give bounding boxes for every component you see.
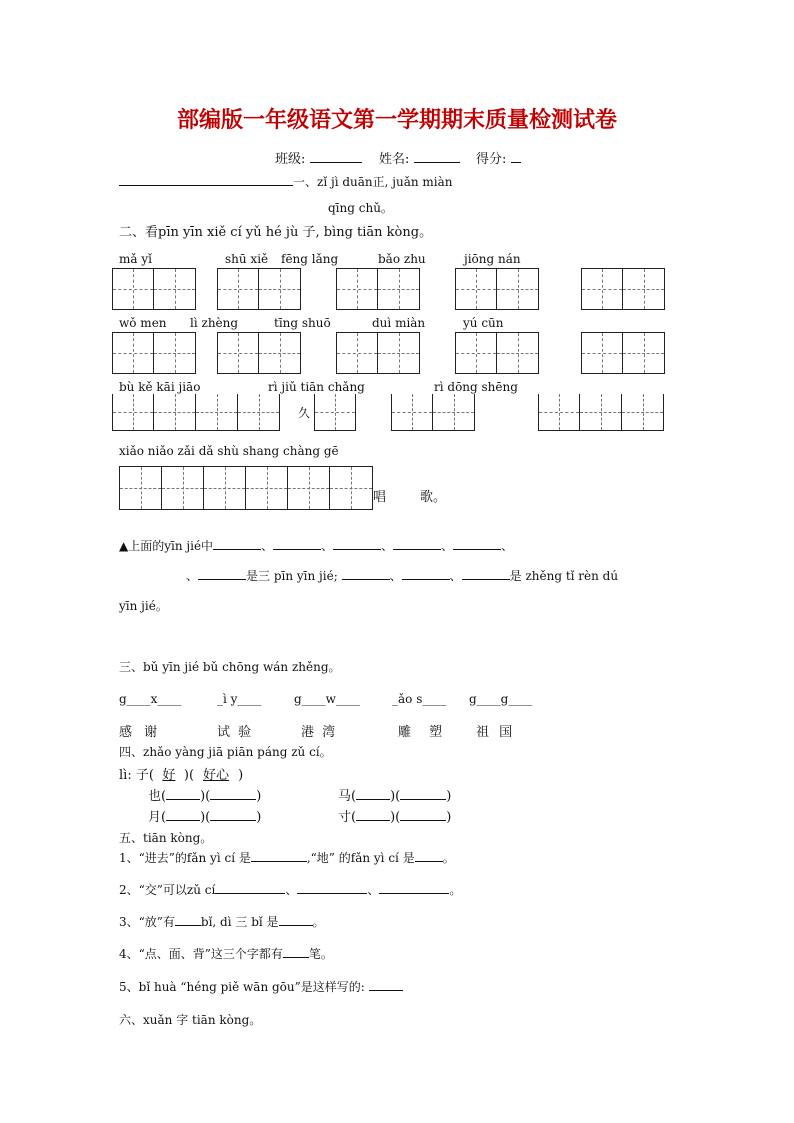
blank[interactable] xyxy=(210,808,256,821)
writing-grid[interactable] xyxy=(581,268,665,310)
fill-item[interactable]: _ì y____ xyxy=(217,692,262,706)
writing-grid[interactable] xyxy=(217,268,301,310)
name-field xyxy=(379,148,460,167)
writing-grid[interactable] xyxy=(112,394,280,431)
note-text: 是 zhěng tǐ rèn dú xyxy=(509,569,619,583)
pinyin-label: rì dōng shēng xyxy=(434,380,518,394)
blank[interactable] xyxy=(369,978,403,991)
class-blank[interactable] xyxy=(310,150,362,163)
radical-char: 寸 xyxy=(338,810,352,825)
given-character: 歌。 xyxy=(420,490,447,505)
writing-grid[interactable] xyxy=(455,332,539,374)
fill-item[interactable]: g____x____ xyxy=(119,692,182,706)
example-prefix: lì: 子 xyxy=(119,768,149,783)
example-a: 好 xyxy=(162,768,176,783)
name-blank[interactable] xyxy=(414,150,460,163)
pinyin-label: bù kě kāi jiāo xyxy=(119,380,201,394)
pinyin-label: rì jiǔ tiān chǎng xyxy=(268,380,365,394)
fill-item[interactable]: g____w____ xyxy=(294,692,360,706)
q1-text: 。 xyxy=(442,851,455,865)
section-1-line1: 一、zǐ jì duān正, juǎn miàn xyxy=(293,175,453,189)
page-title: 部编版一年级语文第一学期期末质量检测试卷 xyxy=(176,108,617,133)
q3-text: 。 xyxy=(312,915,325,929)
blank[interactable] xyxy=(342,567,390,580)
writing-grid[interactable] xyxy=(336,332,420,374)
radical-char: 马 xyxy=(338,789,352,804)
radical-char: 月 xyxy=(148,810,162,825)
writing-grid[interactable] xyxy=(581,332,665,374)
section-2-heading: 二、看pīn yīn xiě cí yǔ hé jù 子, bìng tiān kòng。 xyxy=(119,225,433,240)
pinyin-label: tīng shuō xyxy=(274,316,331,330)
syllable-note-line3: yīn jié。 xyxy=(119,599,168,613)
blank[interactable] xyxy=(166,808,200,821)
given-character: 唱 xyxy=(373,490,387,505)
question-5 xyxy=(119,978,403,995)
writing-grid[interactable] xyxy=(538,394,664,431)
pinyin-label: duì miàn xyxy=(372,316,426,330)
writing-grid[interactable] xyxy=(336,268,420,310)
blank[interactable] xyxy=(273,537,321,550)
word: 雕 塑 xyxy=(398,725,443,740)
blank[interactable] xyxy=(198,567,246,580)
q2-text: 2、“交”可以zǔ cí xyxy=(119,883,216,897)
radical-item: 月( )( ) xyxy=(148,810,262,825)
note-text: 是三 pīn yīn jié; xyxy=(246,569,338,583)
blank[interactable] xyxy=(415,849,443,862)
score-field xyxy=(476,148,521,167)
section-1-line2: qīng chǔ。 xyxy=(328,201,393,215)
section-5-heading: 五、tiān kòng。 xyxy=(119,831,213,845)
q1-text: ,“地” 的fǎn yì cí 是 xyxy=(306,851,415,865)
q1-text: 1、“进去”的fǎn yì cí 是 xyxy=(119,851,251,865)
blank[interactable] xyxy=(393,537,441,550)
fill-item[interactable]: g____g____ xyxy=(469,692,533,706)
word: 试 验 xyxy=(217,725,252,740)
word: 祖 国 xyxy=(476,725,513,740)
question-4 xyxy=(119,945,333,962)
blank[interactable] xyxy=(453,537,501,550)
q3-text: 3、“放”有 xyxy=(119,915,175,929)
blank[interactable] xyxy=(166,787,200,800)
syllable-note-line2: 、 是三 pīn yīn jié; 、 、 是 zhěng tǐ rèn dú xyxy=(186,569,619,583)
blank[interactable] xyxy=(283,945,309,958)
blank[interactable] xyxy=(215,881,285,894)
q3-text: bǐ, dì 三 bǐ 是 xyxy=(200,915,279,929)
pinyin-label: lì zhèng xyxy=(190,316,239,330)
writing-grid[interactable] xyxy=(314,394,356,431)
given-character: 久 xyxy=(298,406,311,420)
pinyin-label: fēng lǎng xyxy=(281,252,339,266)
class-field xyxy=(275,148,362,167)
radical-item: 寸( )( ) xyxy=(338,810,452,825)
q4-text: 笔。 xyxy=(308,947,333,961)
fill-item[interactable]: _ǎo s____ xyxy=(392,692,447,706)
blank[interactable] xyxy=(213,537,261,550)
score-label: 得分: xyxy=(476,152,507,167)
blank[interactable] xyxy=(356,808,390,821)
radical-char: 也 xyxy=(148,789,162,804)
question-2: 2、“交”可以zǔ cí 、 、 。 xyxy=(119,883,462,897)
pinyin-label: bǎo zhu xyxy=(378,252,426,266)
word: 港 湾 xyxy=(301,725,336,740)
blank[interactable] xyxy=(279,913,313,926)
pinyin-label: xiǎo niǎo zǎi dǎ shù shang chàng gē xyxy=(119,444,339,458)
blank[interactable] xyxy=(175,913,201,926)
writing-grid[interactable] xyxy=(112,332,196,374)
writing-grid[interactable] xyxy=(455,268,539,310)
word: 感 谢 xyxy=(119,725,158,740)
radical-item: 马( )( ) xyxy=(338,789,452,804)
blank[interactable] xyxy=(356,787,390,800)
note-text: ▲上面的yīn jié中 xyxy=(119,539,214,553)
section-1-blank[interactable] xyxy=(119,173,293,186)
score-blank[interactable] xyxy=(511,150,521,163)
writing-grid[interactable] xyxy=(112,268,196,310)
blank[interactable] xyxy=(402,567,450,580)
pinyin-label: shū xiě xyxy=(225,252,269,266)
pinyin-label: mǎ yǐ xyxy=(119,252,152,266)
blank[interactable] xyxy=(210,787,256,800)
pinyin-label: jiōng nán xyxy=(464,252,521,266)
name-label: 姓名: xyxy=(379,152,410,167)
blank[interactable] xyxy=(400,787,446,800)
example-row: lì: 子( 好 )( 好心 ) xyxy=(119,764,243,783)
pinyin-label: yú cūn xyxy=(463,316,504,330)
section-4-heading: 四、zhǎo yàng jiā piān páng zǔ cí。 xyxy=(119,745,332,759)
example-b: 好心 xyxy=(203,768,230,783)
section-6-heading: 六、xuǎn 字 tiān kòng。 xyxy=(119,1013,262,1027)
writing-grid[interactable] xyxy=(391,394,475,431)
q4-text: 4、“点、面、背”这三个字都有 xyxy=(119,947,283,961)
pinyin-label: wǒ men xyxy=(119,316,167,330)
blank[interactable] xyxy=(400,808,446,821)
question-1 xyxy=(119,849,455,866)
class-label: 班级: xyxy=(275,152,306,167)
writing-grid[interactable] xyxy=(217,332,301,374)
blank[interactable] xyxy=(379,881,449,894)
blank[interactable] xyxy=(333,537,381,550)
blank[interactable] xyxy=(251,849,307,862)
q5-text: 5、bǐ huà “héng piě wān gōu”是这样写的: xyxy=(119,980,365,994)
blank[interactable] xyxy=(462,567,510,580)
question-3 xyxy=(119,913,325,930)
section-1 xyxy=(119,173,453,190)
writing-grid[interactable] xyxy=(119,466,373,510)
blank[interactable] xyxy=(297,881,367,894)
syllable-note-line1: ▲上面的yīn jié中 、 、 、 、 、 xyxy=(119,539,514,553)
radical-item: 也( )( ) xyxy=(148,789,262,804)
section-3-heading: 三、bǔ yīn jié bǔ chōng wán zhěng。 xyxy=(119,660,341,674)
